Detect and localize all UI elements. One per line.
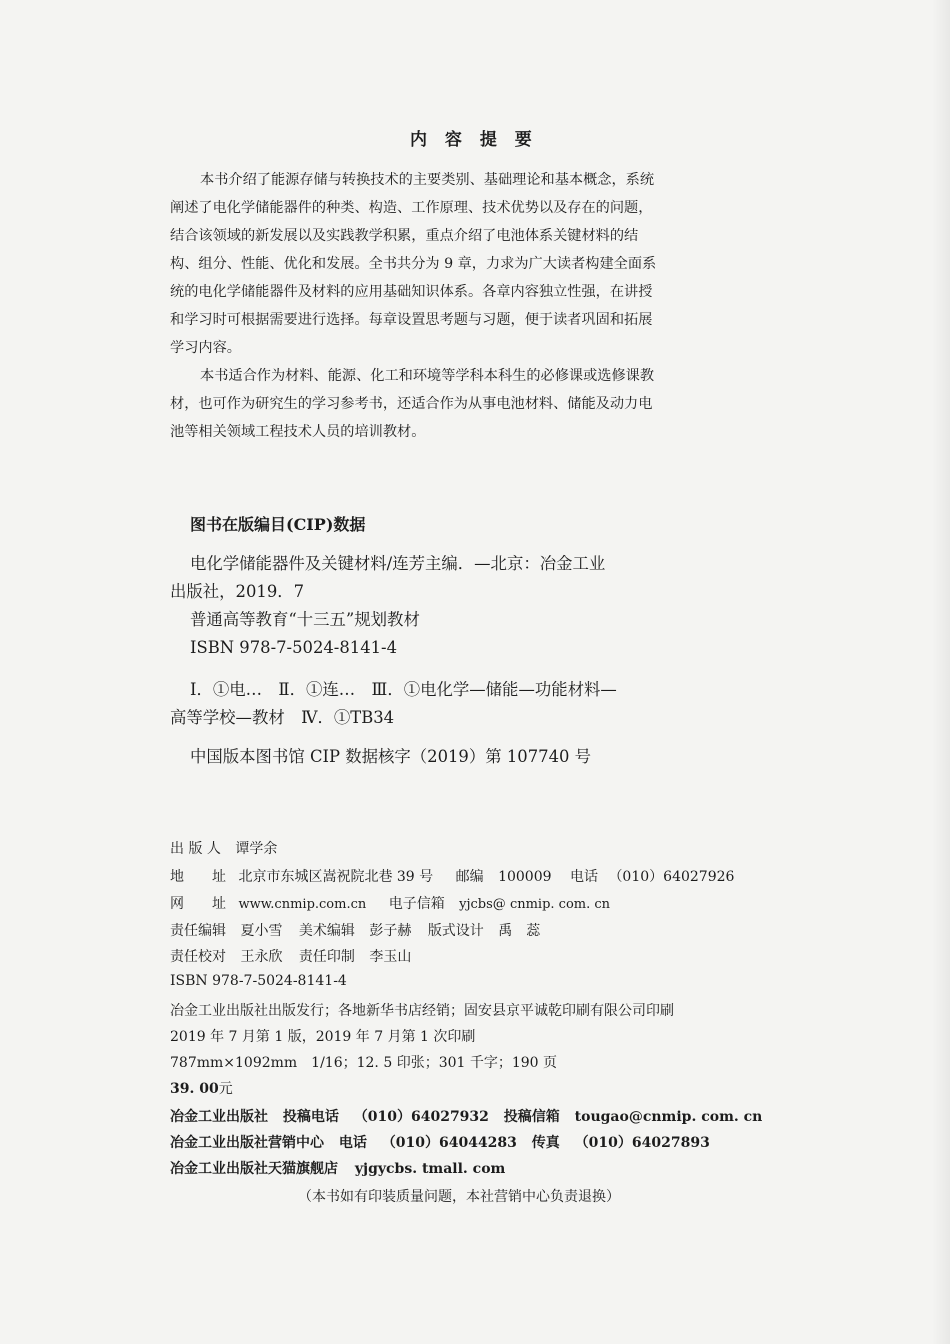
cip-classification: Ⅰ．①电… Ⅱ．①连… Ⅲ．①电化学—储能—功能材料— xyxy=(190,680,617,699)
contact-publisher-name: 冶金工业出版社营销中心 xyxy=(170,1135,324,1151)
format-line: 787mm×1092mm 1/16；12. 5 印张；301 千字；190 页 xyxy=(170,1055,558,1071)
summary-line: 阐述了电化学储能器件的种类、构造、工作原理、技术优势以及存在的问题， xyxy=(170,200,653,216)
editor-row xyxy=(170,920,540,940)
web-value: www.cnmip.com.cn xyxy=(238,897,367,912)
contact-value: （010）64027893 xyxy=(574,1135,710,1151)
postcode-label: 邮编 xyxy=(455,869,484,885)
summary-line: 本书介绍了能源存储与转换技术的主要类别、基础理论和基本概念，系统 xyxy=(200,172,655,188)
contact-store xyxy=(170,1158,505,1178)
publisher-label: 出 版 人 xyxy=(170,841,221,857)
print-label: 责任印制 xyxy=(298,949,355,965)
layout-value: 禹 蕊 xyxy=(498,923,541,939)
address-row xyxy=(170,866,734,886)
price-line xyxy=(170,1078,233,1098)
return-note: （本书如有印装质量问题，本社营销中心负责退换） xyxy=(298,1189,620,1205)
summary-line: 本书适合作为材料、能源、化工和环境等学科本科生的必修课或选修课教 xyxy=(200,368,655,384)
phone-value: （010）64027926 xyxy=(608,869,735,885)
email-label: 电子信箱 xyxy=(388,896,445,912)
cip-record-number: 中国版本图书馆 CIP 数据核字（2019）第 107740 号 xyxy=(190,747,592,766)
summary-line: 材，也可作为研究生的学习参考书，还适合作为从事电池材料、储能及动力电 xyxy=(170,396,653,412)
web-label: 网 址 xyxy=(170,896,226,912)
edition-line: 2019 年 7 月第 1 版，2019 年 7 月第 1 次印刷 xyxy=(170,1029,476,1045)
contact-value: （010）64044283 xyxy=(381,1135,517,1151)
publisher-row xyxy=(170,838,277,858)
proof-row xyxy=(170,946,411,966)
layout-label: 版式设计 xyxy=(427,923,484,939)
cip-line: 电化学储能器件及关键材料/连芳主编．—北京：冶金工业 xyxy=(190,554,606,573)
cip-isbn: ISBN 978-7-5024-8141-4 xyxy=(190,638,398,657)
web-row xyxy=(170,893,610,913)
print-value: 李玉山 xyxy=(369,949,412,965)
summary-line: 学习内容。 xyxy=(170,340,241,356)
page-edge-shadow xyxy=(932,0,950,1344)
summary-line: 池等相关领域工程技术人员的培训教材。 xyxy=(170,424,426,440)
summary-heading: 内 容 提 要 xyxy=(410,130,538,150)
art-editor-value: 彭子赫 xyxy=(369,923,412,939)
summary-line: 结合该领域的新发展以及实践教学积累，重点介绍了电池体系关键材料的结 xyxy=(170,228,639,244)
contact-value: yjgycbs. tmall. com xyxy=(354,1161,506,1177)
contact-label: 投稿电话 xyxy=(282,1109,339,1125)
contact-value: （010）64027932 xyxy=(353,1109,489,1125)
proof-value: 王永欣 xyxy=(240,949,283,965)
proof-label: 责任校对 xyxy=(170,949,226,965)
email-value: yjcbs@ cnmip. com. cn xyxy=(459,897,611,912)
postcode-value: 100009 xyxy=(498,869,552,885)
summary-line: 构、组分、性能、优化和发展。全书共分为 9 章，力求为广大读者构建全面系 xyxy=(170,256,657,272)
contact-marketing xyxy=(170,1132,710,1152)
art-editor-label: 美术编辑 xyxy=(298,923,355,939)
phone-label: 电话 xyxy=(569,869,598,885)
address-label: 地 址 xyxy=(170,869,226,885)
address-value: 北京市东城区嵩祝院北巷 39 号 xyxy=(238,869,434,885)
cip-line: 普通高等教育“十三五”规划教材 xyxy=(190,610,420,629)
summary-line: 和学习时可根据需要进行选择。每章设置思考题与习题，便于读者巩固和拓展 xyxy=(170,312,653,328)
summary-line: 统的电化学储能器件及材料的应用基础知识体系。各章内容独立性强，在讲授 xyxy=(170,284,653,300)
contact-publisher-name: 冶金工业出版社 xyxy=(170,1109,268,1125)
price-value: 39. 00 xyxy=(170,1081,219,1097)
editor-value: 夏小雪 xyxy=(240,923,283,939)
contact-label: 电话 xyxy=(338,1135,367,1151)
contact-publisher-name: 冶金工业出版社天猫旗舰店 xyxy=(170,1161,338,1177)
price-unit: 元 xyxy=(218,1081,233,1097)
publisher-value: 谭学余 xyxy=(235,841,278,857)
distribution-line: 冶金工业出版社出版发行；各地新华书店经销；固安县京平诚乾印刷有限公司印刷 xyxy=(170,1003,674,1019)
contact-value: tougao@cnmip. com. cn xyxy=(574,1109,763,1125)
contact-label: 投稿信箱 xyxy=(503,1109,560,1125)
editor-label: 责任编辑 xyxy=(170,923,226,939)
contact-submission xyxy=(170,1106,762,1126)
cip-line: 出版社，2019．7 xyxy=(170,582,305,601)
copyright-isbn: ISBN 978-7-5024-8141-4 xyxy=(170,973,347,989)
cip-classification: 高等学校—教材 Ⅳ．①TB34 xyxy=(170,708,395,727)
contact-label: 传真 xyxy=(531,1135,560,1151)
cip-title: 图书在版编目(CIP)数据 xyxy=(190,515,366,534)
